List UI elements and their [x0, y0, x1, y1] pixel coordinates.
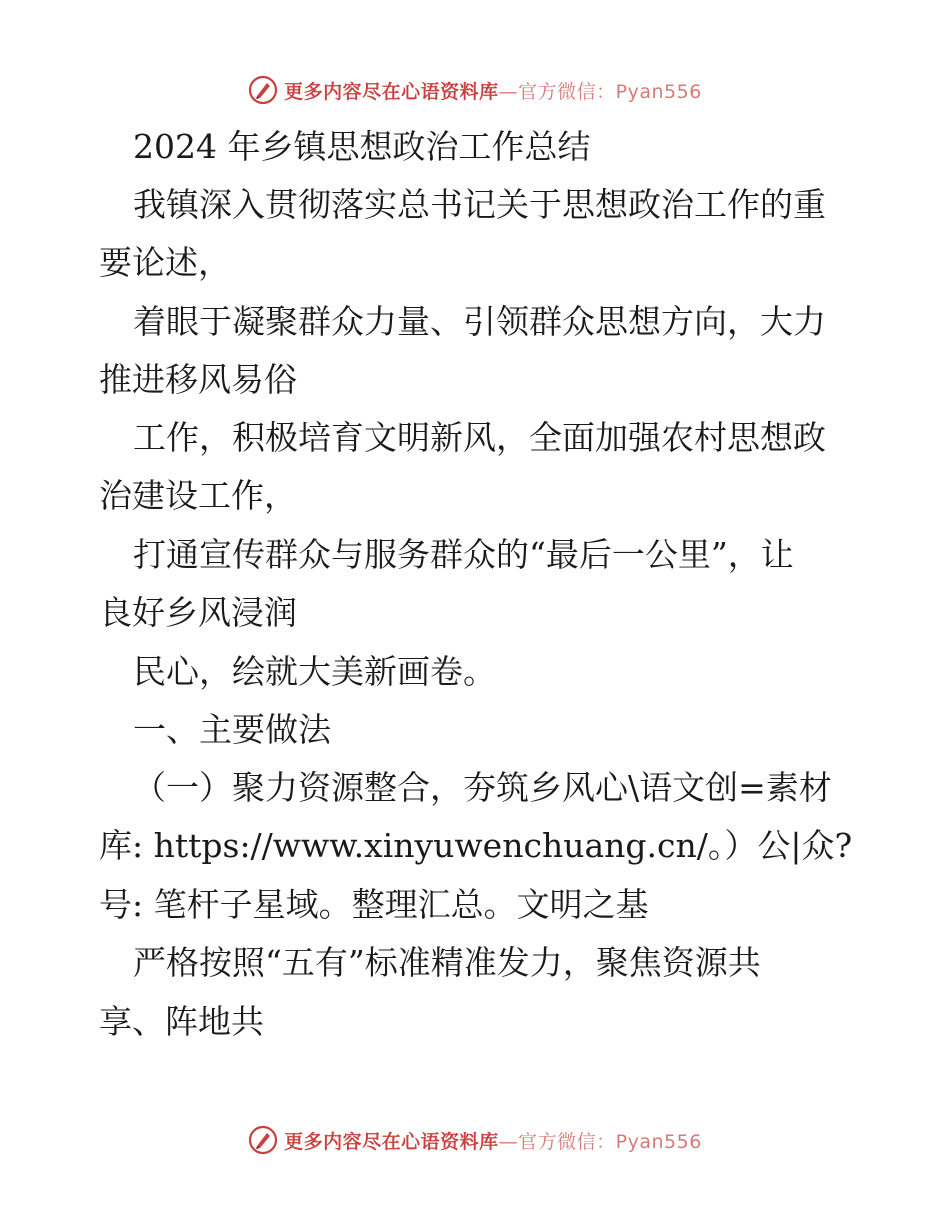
paragraph-line: 良好乡风浸润: [99, 593, 297, 632]
paragraph-line: 严格按照“五有”标准精准发力，聚焦资源共: [133, 943, 761, 982]
header-watermark-banner: [0, 70, 950, 110]
footer-watermark-banner: [0, 1120, 950, 1160]
footer-watermark-text: 更多内容尽在心语资料库—官方微信：Pyan556: [284, 1130, 702, 1153]
paragraph-line: 民心，绘就大美新画卷。: [133, 652, 496, 691]
paragraph-line: 打通宣传群众与服务群众的“最后一公里”，让: [133, 535, 794, 574]
subsection-heading-line: （一）聚力资源整合，夯筑乡风心\语文创=素材: [133, 768, 832, 807]
paragraph-line: 着眼于凝聚群众力量、引领群众思想方向，大力: [133, 302, 826, 341]
paragraph-line: 推进移风易俗: [99, 360, 297, 399]
paragraph-line: 享、阵地共: [99, 1002, 264, 1041]
paragraph-line: 号: 笔杆子星域。整理汇总。文明之基: [99, 885, 649, 924]
paragraph-line: 治建设工作，: [99, 476, 297, 515]
section-heading: 一、主要做法: [133, 710, 331, 749]
header-watermark-text: 更多内容尽在心语资料库—官方微信：Pyan556: [284, 80, 702, 103]
paragraph-line: 工作，积极培育文明新风，全面加强农村思想政: [133, 418, 826, 457]
paragraph-line: 要论述，: [99, 243, 231, 282]
document-title: 2024 年乡镇思想政治工作总结: [133, 127, 591, 166]
pen-logo-icon: [248, 1125, 278, 1155]
pen-logo-icon: [248, 75, 278, 105]
paragraph-line: 库: https://www.xinyuwenchuang.cn/。）公|众?: [99, 826, 853, 865]
paragraph-line: 我镇深入贯彻落实总书记关于思想政治工作的重: [133, 185, 826, 224]
